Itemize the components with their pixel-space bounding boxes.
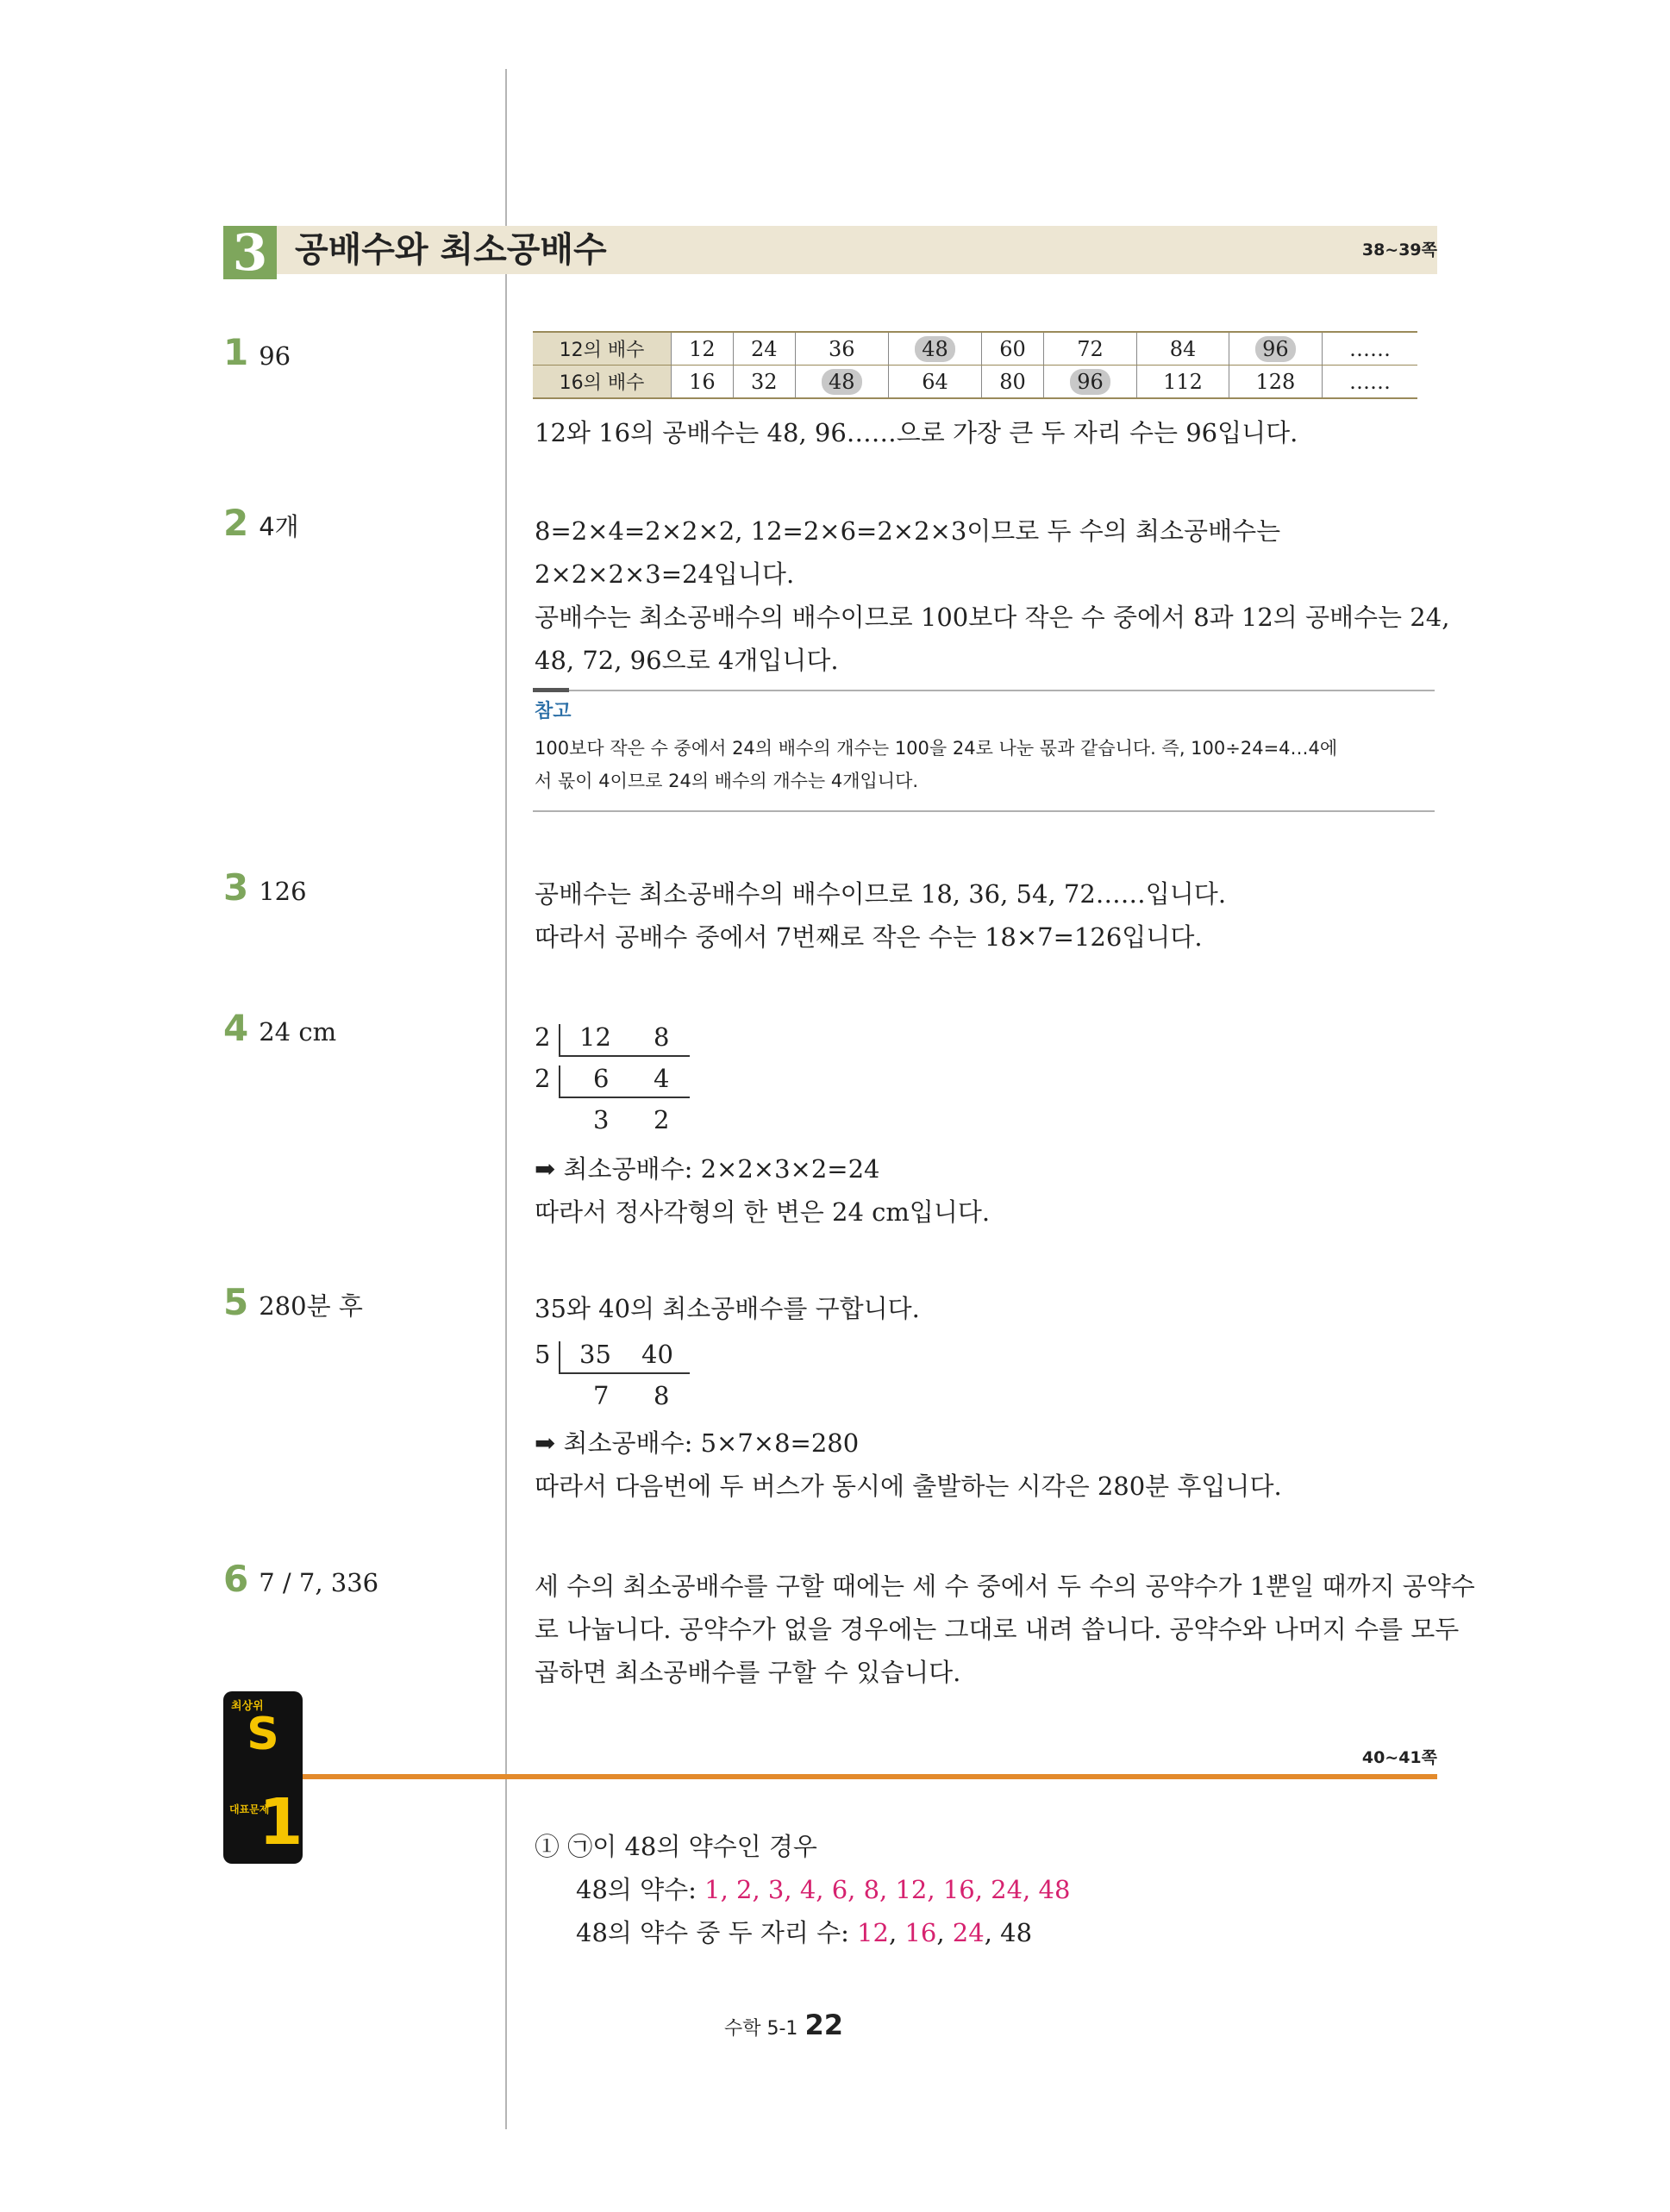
table-cell-circled <box>1229 332 1322 366</box>
circled-value: 48 <box>822 369 862 395</box>
answer-4 <box>223 1007 336 1047</box>
answer-number: 2 <box>223 502 249 544</box>
separator: , <box>984 1918 1001 1947</box>
badge-sub-label: 대표문제 <box>229 1803 270 1815</box>
table-header-cell: 12의 배수 <box>533 332 672 366</box>
table-cell: 80 <box>982 366 1044 399</box>
note-title: 참고 <box>535 701 572 722</box>
section-2-line-1: ① ㉠이 48의 약수인 경우 <box>535 1832 817 1861</box>
solution-3-line-2: 따라서 공배수 중에서 7번째로 작은 수는 18×7=126입니다. <box>535 922 1203 952</box>
table-cell: 24 <box>733 332 795 366</box>
answer-value: 280분 후 <box>259 1291 363 1321</box>
circled-value: 96 <box>1255 336 1296 362</box>
solution-2-line-2: 2×2×2×3=24입니다. <box>535 559 795 589</box>
table-cell-circled <box>1043 366 1136 399</box>
badge-s-icon: S <box>247 1709 279 1760</box>
table-cell: 84 <box>1137 332 1229 366</box>
ladder-value: 35 <box>579 1340 611 1369</box>
page-footer <box>724 2009 843 2041</box>
answer-6 <box>223 1558 379 1600</box>
answer-value: 126 <box>259 877 307 906</box>
section-2-line-2 <box>576 1871 1070 1906</box>
table-header-cell: 16의 배수 <box>533 366 672 399</box>
answer-number: 5 <box>223 1281 249 1323</box>
ladder-value: 40 <box>641 1340 673 1369</box>
table-cell: 12 <box>672 332 734 366</box>
table-cell: 112 <box>1137 366 1229 399</box>
solution-5-lcm: ➡ 최소공배수: 5×7×8=280 <box>535 1428 860 1458</box>
note-line-2: 서 몫이 4이므로 24의 배수의 개수는 4개입니다. <box>535 771 919 791</box>
section-number: 3 <box>223 226 277 279</box>
two-digit-value: 48 <box>1000 1918 1033 1947</box>
separator: , <box>889 1918 905 1947</box>
section-2-pages: 40~41쪽 <box>1361 1748 1437 1767</box>
note-line-1: 100보다 작은 수 중에서 24의 배수의 개수는 100을 24로 나눈 몫과 같습니다. 즉, 100÷24=4…4에 <box>535 738 1338 759</box>
table-cell: …… <box>1323 332 1417 366</box>
ladder-rule <box>559 1372 690 1374</box>
solution-6-line-3: 곱하면 최소공배수를 구할 수 있습니다. <box>535 1658 961 1687</box>
two-digit-divisors-label: 48의 약수 중 두 자리 수: <box>576 1918 858 1947</box>
circled-value: 48 <box>915 336 955 362</box>
answer-1 <box>223 331 291 371</box>
table-cell: 128 <box>1229 366 1322 399</box>
ladder-value: 3 <box>593 1105 610 1134</box>
answer-number: 6 <box>223 1558 249 1600</box>
answer-5 <box>223 1281 363 1321</box>
solution-4-lcm: ➡ 최소공배수: 2×2×3×2=24 <box>535 1154 880 1184</box>
ladder-value: 7 <box>593 1381 610 1410</box>
section-divider <box>223 1774 1437 1779</box>
divisors-label: 48의 약수: <box>576 1875 705 1904</box>
badge-label: 최상위 <box>231 1700 264 1713</box>
two-digit-value: 16 <box>904 1918 937 1947</box>
ladder-value: 2 <box>654 1105 670 1134</box>
solution-5-conclusion: 따라서 다음번에 두 버스가 동시에 출발하는 시각은 280분 후입니다. <box>535 1472 1282 1501</box>
table-cell: 32 <box>733 366 795 399</box>
table-row <box>533 332 1417 366</box>
answer-number: 1 <box>223 331 249 373</box>
solution-5-intro: 35와 40의 최소공배수를 구합니다. <box>535 1294 920 1323</box>
table-cell: 36 <box>795 332 888 366</box>
section-title: 공배수와 최소공배수 <box>295 230 607 270</box>
ladder-bracket <box>559 1065 560 1097</box>
ladder-value: 8 <box>654 1022 670 1052</box>
answer-value: 4개 <box>259 512 299 541</box>
note-marker <box>533 688 569 692</box>
separator: , <box>936 1918 953 1947</box>
page-number: 22 <box>804 2009 843 2041</box>
answer-value: 24 cm <box>259 1017 337 1047</box>
section-pages: 38~39쪽 <box>1361 241 1437 259</box>
solution-6-line-1: 세 수의 최소공배수를 구할 때에는 세 수 중에서 두 수의 공약수가 1뿐일 때까지 공약수 <box>535 1572 1475 1601</box>
circled-value: 96 <box>1070 369 1110 395</box>
ladder-divisor: 2 <box>535 1064 551 1093</box>
solution-2-line-4: 48, 72, 96으로 4개입니다. <box>535 646 839 675</box>
table-cell-circled <box>888 332 981 366</box>
ladder-divisor: 2 <box>535 1022 551 1052</box>
table-cell: 16 <box>672 366 734 399</box>
ladder-value: 4 <box>654 1064 670 1093</box>
ladder-bracket <box>559 1341 560 1372</box>
answer-value: 7 / 7, 336 <box>259 1568 379 1597</box>
table-cell: 60 <box>982 332 1044 366</box>
two-digit-value: 12 <box>857 1918 889 1947</box>
divisors-values: 1, 2, 3, 4, 6, 8, 12, 16, 24, 48 <box>704 1875 1071 1904</box>
answer-2 <box>223 502 299 544</box>
table-cell: 72 <box>1043 332 1136 366</box>
solution-1-text: 12와 16의 공배수는 48, 96……으로 가장 큰 두 자리 수는 96입니다. <box>535 418 1298 447</box>
answer-number: 4 <box>223 1007 249 1049</box>
multiples-table <box>533 331 1417 399</box>
answer-value: 96 <box>259 341 291 371</box>
column-divider <box>505 69 507 2129</box>
solution-2-line-1: 8=2×4=2×2×2, 12=2×6=2×2×3이므로 두 수의 최소공배수는 <box>535 516 1281 546</box>
two-digit-value: 24 <box>952 1918 985 1947</box>
table-cell-circled <box>795 366 888 399</box>
badge-number: 1 <box>259 1785 303 1859</box>
answer-3 <box>223 866 307 909</box>
answer-number: 3 <box>223 866 249 909</box>
table-cell: 64 <box>888 366 981 399</box>
footer-subject: 수학 5-1 <box>724 2018 798 2040</box>
table-row <box>533 366 1417 399</box>
ladder-rule <box>559 1055 690 1057</box>
table-cell: …… <box>1323 366 1417 399</box>
solution-4-conclusion: 따라서 정사각형의 한 변은 24 cm입니다. <box>535 1197 991 1227</box>
ladder-value: 12 <box>579 1022 611 1052</box>
ladder-value: 6 <box>593 1064 610 1093</box>
ladder-bracket <box>559 1024 560 1055</box>
solution-2-line-3: 공배수는 최소공배수의 배수이므로 100보다 작은 수 중에서 8과 12의 공배수는 24, <box>535 603 1450 632</box>
ladder-value: 8 <box>654 1381 670 1410</box>
ladder-divisor: 5 <box>535 1340 551 1369</box>
ladder-rule <box>559 1097 690 1098</box>
solution-3-line-1: 공배수는 최소공배수의 배수이므로 18, 36, 54, 72……입니다. <box>535 879 1227 909</box>
solution-6-line-2: 로 나눕니다. 공약수가 없을 경우에는 그대로 내려 씁니다. 공약수와 나머지 수를 모두 <box>535 1615 1460 1644</box>
section-2-line-3 <box>576 1914 1032 1949</box>
